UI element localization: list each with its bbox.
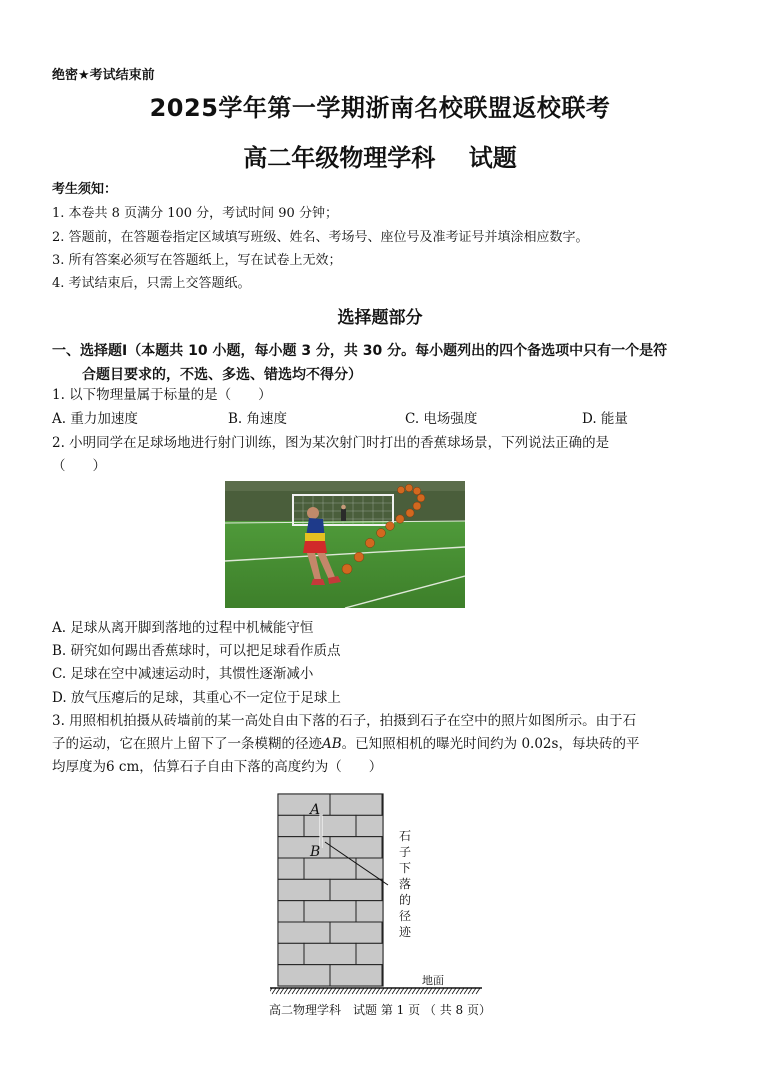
q2-option-c: C. 足球在空中减速运动时，其惯性逐渐减小 bbox=[52, 666, 314, 682]
trace-ab-symbol: AB bbox=[322, 736, 342, 752]
ground-hatch bbox=[420, 988, 424, 994]
ground-hatch bbox=[456, 988, 460, 994]
brick bbox=[278, 943, 304, 964]
ground-hatch bbox=[284, 988, 288, 994]
brick bbox=[382, 922, 383, 943]
trace-label-char: 石 bbox=[399, 829, 412, 843]
part-line-2: 合题目要求的，不选、多选、错选均不得分） bbox=[82, 367, 362, 383]
ground-hatch bbox=[392, 988, 396, 994]
ground-hatch bbox=[276, 988, 280, 994]
ground-hatch bbox=[324, 988, 328, 994]
ground-hatch bbox=[400, 988, 404, 994]
label-a: A bbox=[310, 802, 321, 818]
q3-line-2-text: 子的运动，它在照片上留下了一条模糊的径迹 bbox=[52, 736, 322, 752]
trace-label-char: 子 bbox=[399, 845, 412, 859]
ground-hatch bbox=[368, 988, 372, 994]
ground-hatch bbox=[416, 988, 420, 994]
soccer-photo bbox=[225, 481, 465, 608]
brick bbox=[330, 879, 382, 900]
notice-item: 1. 本卷共 8 页满分 100 分，考试时间 90 分钟； bbox=[52, 206, 338, 221]
ground-hatch bbox=[364, 988, 368, 994]
ground-hatch bbox=[336, 988, 340, 994]
exam-subtitle: 高二年级物理学科 试题 bbox=[243, 144, 517, 172]
brick bbox=[278, 815, 304, 836]
ground-hatch bbox=[404, 988, 408, 994]
brick bbox=[356, 901, 383, 922]
ground-hatch bbox=[436, 988, 440, 994]
q2-option-b: B. 研究如何踢出香蕉球时，可以把足球看作质点 bbox=[52, 643, 341, 659]
ground-hatch bbox=[428, 988, 432, 994]
section-title: 选择题部分 bbox=[337, 308, 423, 328]
ground-hatch bbox=[312, 988, 316, 994]
ground-hatch bbox=[332, 988, 336, 994]
q1-stem: 1. 以下物理量属于标量的是（ ） bbox=[52, 387, 272, 403]
brick bbox=[330, 794, 382, 815]
brick bbox=[278, 922, 330, 943]
ground-hatch bbox=[376, 988, 380, 994]
brick bbox=[304, 943, 356, 964]
ground-hatch bbox=[300, 988, 304, 994]
ground-hatch bbox=[296, 988, 300, 994]
ground-hatch bbox=[372, 988, 376, 994]
ground-hatch bbox=[396, 988, 400, 994]
ground-hatch bbox=[340, 988, 344, 994]
part-line-1: 一、选择题Ⅰ（本题共 10 小题，每小题 3 分，共 30 分。每小题列出的四个备选项中只有一个是符 bbox=[52, 343, 668, 359]
brick bbox=[356, 943, 383, 964]
notice-item: 4. 考试结束后，只需上交答题纸。 bbox=[52, 276, 251, 291]
brick bbox=[304, 858, 356, 879]
brick bbox=[278, 901, 304, 922]
brick bbox=[330, 965, 382, 986]
ground-hatch bbox=[308, 988, 312, 994]
brick-wall-figure bbox=[270, 790, 490, 995]
ground-hatch bbox=[356, 988, 360, 994]
page-footer: 高二物理学科 试题 第 1 页 （ 共 8 页） bbox=[269, 1003, 491, 1017]
brick bbox=[278, 794, 330, 815]
ground-hatch bbox=[444, 988, 448, 994]
ground-hatch bbox=[328, 988, 332, 994]
ground-hatch bbox=[280, 988, 284, 994]
ground-hatch bbox=[348, 988, 352, 994]
q1-option-d: D. 能量 bbox=[582, 411, 628, 427]
ground-hatch bbox=[464, 988, 468, 994]
ground-hatch bbox=[388, 988, 392, 994]
q3-line-2-text: 。已知照相机的曝光时间约为 0.02s，每块砖的平 bbox=[341, 736, 640, 752]
ground-hatch bbox=[292, 988, 296, 994]
trace-label-char: 的 bbox=[399, 893, 412, 907]
q1-option-b: B. 角速度 bbox=[228, 411, 288, 427]
brick-thickness-value: 6 cm bbox=[106, 759, 140, 775]
q3-line-3 bbox=[52, 756, 724, 778]
ground-hatch bbox=[304, 988, 308, 994]
ground-hatch bbox=[460, 988, 464, 994]
ground-hatch bbox=[270, 988, 272, 994]
brick bbox=[382, 965, 383, 986]
ground-hatch bbox=[344, 988, 348, 994]
brick bbox=[278, 879, 330, 900]
q3-line-2 bbox=[52, 733, 724, 755]
brick bbox=[278, 858, 304, 879]
ground-hatch bbox=[316, 988, 320, 994]
ground-hatch bbox=[288, 988, 292, 994]
ground-hatch bbox=[468, 988, 472, 994]
notice-heading: 考生须知： bbox=[52, 182, 118, 197]
q2-option-a: A. 足球从离开脚到落地的过程中机械能守恒 bbox=[52, 620, 314, 636]
ground-hatch bbox=[412, 988, 416, 994]
q3-line-3-text: 均厚度为 bbox=[52, 759, 106, 775]
q2-stem-line-2: （ ） bbox=[52, 458, 106, 474]
notice-item: 2. 答题前，在答题卷指定区域填写班级、姓名、考场号、座位号及准考证号并填涂相应数字。 bbox=[52, 230, 589, 245]
brick bbox=[356, 858, 383, 879]
ground-hatch bbox=[432, 988, 436, 994]
brick bbox=[330, 837, 382, 858]
brick bbox=[382, 794, 383, 815]
brick bbox=[304, 901, 356, 922]
q1-option-c: C. 电场强度 bbox=[405, 411, 478, 427]
q2-stem-line-1: 2. 小明同学在足球场地进行射门训练，图为某次射门时打出的香蕉球场景，下列说法正确的是 bbox=[52, 435, 610, 451]
ground-hatch bbox=[320, 988, 324, 994]
notice-item: 3. 所有答案必须写在答题纸上，写在试卷上无效； bbox=[52, 253, 342, 268]
brick bbox=[278, 965, 330, 986]
ground-hatch bbox=[360, 988, 364, 994]
trace-label-char: 迹 bbox=[399, 925, 412, 939]
q1-option-a: A. 重力加速度 bbox=[52, 411, 138, 427]
label-b: B bbox=[310, 844, 321, 860]
trace-label-char: 下 bbox=[399, 861, 412, 875]
exam-title: 2025学年第一学期浙南名校联盟返校联考 bbox=[149, 94, 611, 122]
trace-label bbox=[399, 829, 412, 939]
brick bbox=[382, 837, 383, 858]
brick bbox=[330, 922, 382, 943]
ground-hatch bbox=[384, 988, 388, 994]
confidential-label: 绝密★考试结束前 bbox=[52, 68, 155, 83]
ground-hatch bbox=[380, 988, 384, 994]
q3-line-1: 3. 用照相机拍摄从砖墙前的某一高处自由下落的石子，拍摄到石子在空中的照片如图所示。由于石 bbox=[52, 713, 637, 729]
ground-label: 地面 bbox=[422, 974, 444, 987]
brick bbox=[356, 815, 383, 836]
ground-hatch bbox=[448, 988, 452, 994]
part-instructions bbox=[52, 339, 724, 387]
q2-option-d: D. 放气压瘪后的足球，其重心不一定位于足球上 bbox=[52, 690, 341, 706]
ground-hatch bbox=[452, 988, 456, 994]
brick bbox=[304, 815, 356, 836]
ground-hatch bbox=[408, 988, 412, 994]
ground-hatch bbox=[472, 988, 476, 994]
trace-label-char: 径 bbox=[399, 909, 412, 923]
ground-hatch bbox=[272, 988, 276, 994]
trace-label-char: 落 bbox=[399, 877, 412, 891]
ground-hatch bbox=[352, 988, 356, 994]
ground-hatch bbox=[476, 988, 480, 994]
brick bbox=[382, 879, 383, 900]
ground-hatch bbox=[440, 988, 444, 994]
q3-line-3-text: ，估算石子自由下落的高度约为（ ） bbox=[139, 759, 383, 775]
ground-hatch bbox=[424, 988, 428, 994]
